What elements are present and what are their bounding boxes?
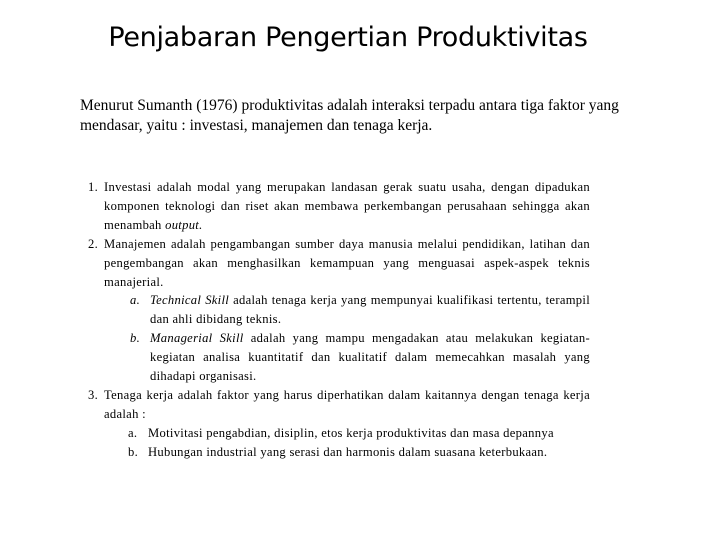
sub-item-letter: a. (128, 425, 138, 440)
item-text: Tenaga kerja adalah faktor yang harus diperhatikan dalam kaitannya dengan tenaga kerja adalah : (104, 387, 590, 421)
sub-item-letter: b. (130, 331, 141, 346)
intro-paragraph: Menurut Sumanth (1976) produktivitas adalah interaksi terpadu antara tiga faktor yang mendasar, yaitu : investasi, manajemen dan tenaga kerja. (80, 97, 619, 134)
sub-item-hubungan-industrial (88, 443, 590, 462)
sub-item-motivasi (88, 424, 590, 443)
sub-item-term: Technical Skill (150, 293, 230, 308)
item-text: Manajemen adalah pengambangan sumber daya manusia melalui pendidikan, latihan dan pengembangan akan menghasilkan kemampuan yang menguasai aspek-aspek teknis manajerial. (104, 236, 590, 289)
item-number: 1. (88, 180, 99, 194)
sub-item-text: adalah yang mampu mengadakan atau melakukan kegiatan-kegiatan analisa kuantitatif dan kualitatif dalam memecahkan masalah yang dihadapi organisasi. (150, 331, 590, 384)
item-number: 2. (88, 236, 99, 251)
sub-item-text: adalah tenaga kerja yang mempunyai kualifikasi tertentu, terampil dan ahli dibidang teknis. (150, 293, 590, 327)
item-emphasis: output. (165, 217, 203, 232)
sub-item-text: Motivitasi pengabdian, disiplin, etos kerja produktivitas dan masa depannya (148, 425, 554, 440)
sub-item-letter: a. (130, 293, 141, 308)
sub-item-letter: b. (128, 444, 139, 459)
list-item-tenaga-kerja (88, 386, 590, 424)
list-item-investasi (88, 178, 590, 235)
sub-item-technical-skill (88, 291, 590, 329)
list-item-manajemen (88, 235, 590, 292)
slide-title: Penjabaran Pengertian Produktivitas (108, 22, 588, 53)
sub-item-managerial-skill (88, 329, 590, 386)
factor-list (88, 178, 590, 462)
item-number: 3. (88, 387, 99, 402)
sub-item-text: Hubungan industrial yang serasi dan harmonis dalam suasana keterbukaan. (148, 444, 548, 459)
item-text: Investasi adalah modal yang merupakan landasan gerak suatu usaha, dengan dipadukan komponen teknologi dan riset akan membawa perkembangan perusahaan sehingga akan menambah (104, 180, 590, 232)
sub-item-term: Managerial Skill (150, 331, 244, 346)
